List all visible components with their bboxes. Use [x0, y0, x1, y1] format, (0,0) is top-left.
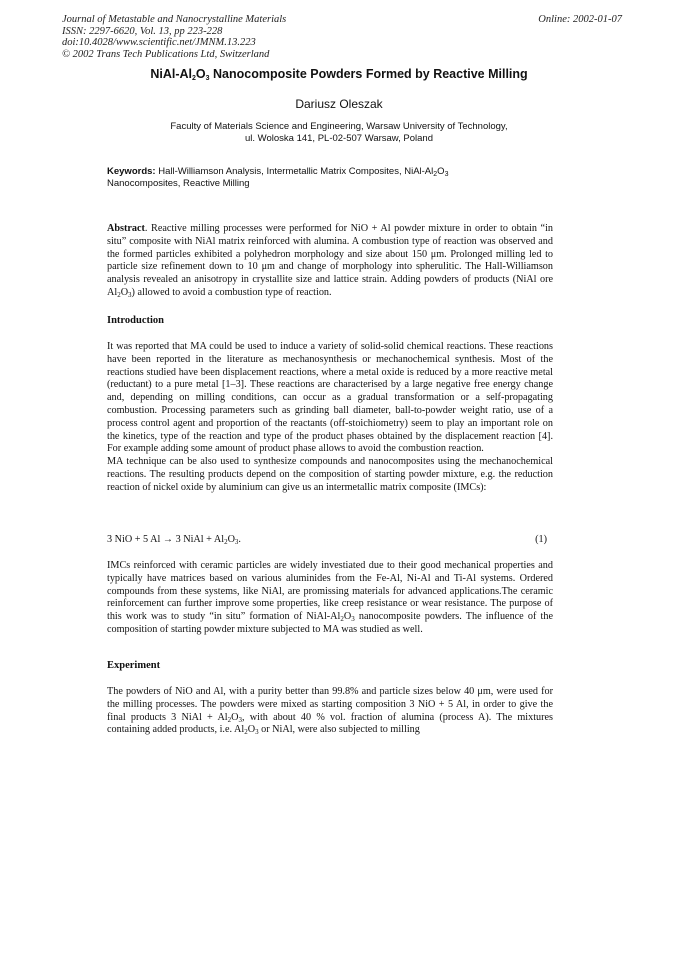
keywords: Keywords: Hall-Williamson Analysis, Intermetallic Matrix Composites, NiAl-$Al_2O_3$ Nanocomposites, Reactive Milling	[107, 166, 449, 189]
keywords-label: Keywords:	[107, 166, 156, 177]
intro-paragraph-2: MA technique can be also used to synthesize compounds and nanocomposites using the mechanochemical reactions. The resulting products depend on the composition of starting powder mixture, e.g. the reduction reaction of nickel oxide by aluminium can give us an intermetallic matrix composite (IMCs):	[107, 456, 553, 493]
affiliation	[0, 121, 678, 145]
equation-1: 3 NiO + 5 Al → 3 NiAl + $Al_2O_3$. (1)	[107, 534, 547, 546]
affiliation-line-1: Faculty of Materials Science and Engineering, Warsaw University of Technology,	[170, 121, 508, 132]
abstract: Abstract. Reactive milling processes were performed for NiO + Al powder mixture in order to obtain “in situ” composite with NiAl matrix reinforced with alumina. A combustion type of reaction was observed and the formed particles exhibited a polyhedron morphology and size about 150 μm. Prolonged milling led to particle size refinement down to 10 μm and change of morphology into spherulitic. The Hall-Williamson analysis revealed an anisotropy in crystallite size and lattice strain. Adding powders of products (NiAl ore $Al_2O_3$) allowed to avoid a combustion type of reaction.	[107, 223, 553, 299]
section-experiment: Experiment	[107, 660, 161, 671]
abstract-label: Abstract	[107, 223, 145, 234]
online-date: Online: 2002-01-07	[538, 14, 622, 25]
journal-name: Journal of Metastable and Nanocrystalline Materials	[62, 14, 287, 25]
author-name: Dariusz Oleszak	[295, 97, 383, 111]
journal-doi: doi:10.4028/www.scientific.net/JMNM.13.223	[62, 37, 256, 48]
experiment-paragraph: The powders of NiO and Al, with a purity better than 99.8% and particle sizes below 40 μm, were used for the milling processes. The powders were mixed as starting composition 3 NiO + 5 Al, in order to give the final products 3 NiAl + $Al_2O_3$, with about 40 % vol. fraction of alumina (process A). The mixtures containing added products, i.e. $Al_2O_3$ or NiAl, were also subjected to milling	[107, 686, 553, 737]
paper-title: NiAl-$Al_2O_3$ Nanocomposite Powders Formed by Reactive Milling	[150, 67, 528, 82]
imc-paragraph: IMCs reinforced with ceramic particles are widely investiated due to their good mechanical properties and typically have matrices based on various aluminides from the Fe-Al, Ni-Al and Ti-Al systems. Ordered compounds from these systems, like NiAl, are promissing materials for advanced applications.The ceramic reinforcement can further improve some properties, like creep resistance or wear resistance. The purpose of this work was to study “in situ” formation of NiAl-$Al_2O_3$ nanocomposite powders. The influence of the composition of starting powder mixture subjected to MA was studied as well.	[107, 560, 553, 635]
introduction-body	[107, 341, 553, 495]
intro-paragraph-1: It was reported that MA could be used to induce a variety of solid-solid chemical reactions. These reactions have been reported in the literature as mechanosynthesis or mechanochemical synthesis. Most of the reactions studied have been displacement reactions, where a metal oxide is reduced by a more reactive metal (reductant) to a pure metal [1–3]. These reactions are characterised by a large negative free energy change and, depending on milling conditions, can occur as a gradual transformation or a self-propagating combustion. Processing parameters such as grinding ball diameter, ball-to-powder weight ratio, use of a process control agent and proportion of the reactants (off-stoichiometry) seem to play an important role on the kinetics, type of the reaction and type of the product phases obtained by the displacement reaction [4]. For example adding some amount of product phase allows to avoid the combustion reaction.	[107, 341, 553, 455]
section-introduction: Introduction	[107, 315, 164, 326]
journal-copyright: © 2002 Trans Tech Publications Ltd, Switzerland	[62, 48, 270, 60]
equation-number: (1)	[535, 534, 547, 545]
affiliation-line-2: ul. Woloska 141, PL-02-507 Warsaw, Poland	[245, 133, 433, 144]
journal-issn: ISSN: 2297-6620, Vol. 13, pp 223-228	[62, 25, 223, 37]
